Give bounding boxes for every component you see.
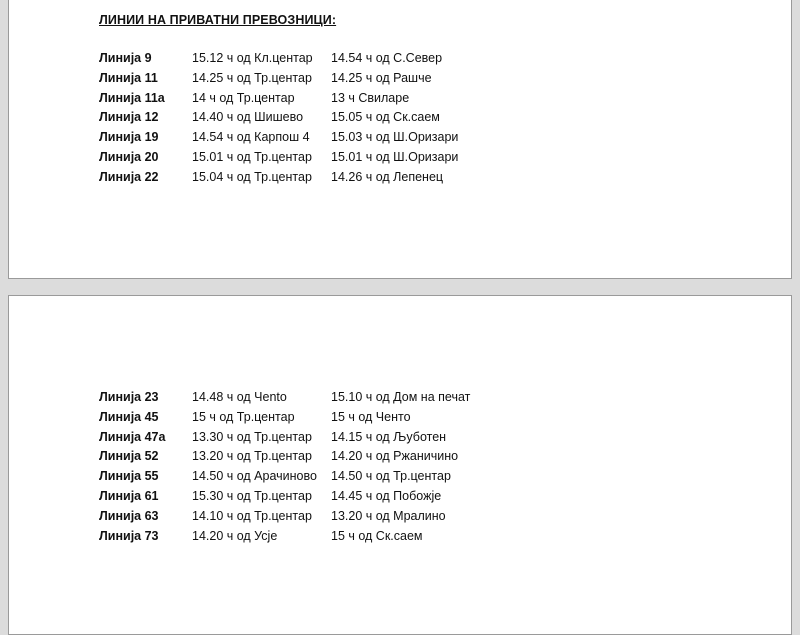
return-time: 14.25 ч од Рашче bbox=[331, 70, 432, 85]
line-number: Линија 63 bbox=[99, 508, 159, 523]
departure-time: 13.30 ч од Тр.центар bbox=[192, 429, 312, 444]
departure-time: 14.20 ч од Усје bbox=[192, 528, 278, 543]
departure-time: 14.50 ч од Арачиново bbox=[192, 469, 317, 484]
schedule-row bbox=[99, 108, 699, 128]
line-number: Линија 20 bbox=[99, 149, 159, 164]
line-number: Линија 61 bbox=[99, 488, 159, 503]
schedule-list-page-2 bbox=[99, 388, 699, 546]
schedule-row bbox=[99, 148, 699, 168]
departure-time: 14.10 ч од Тр.центар bbox=[192, 508, 312, 523]
return-time: 14.15 ч од Љуботен bbox=[331, 429, 447, 444]
line-number: Линија 11 bbox=[99, 70, 158, 85]
line-number: Линија 73 bbox=[99, 528, 159, 543]
line-number: Линија 47а bbox=[99, 429, 166, 444]
return-time: 15.03 ч од Ш.Оризари bbox=[331, 130, 459, 145]
departure-time: 14.40 ч од Шишево bbox=[192, 110, 304, 125]
schedule-row bbox=[99, 89, 699, 109]
return-time: 14.45 ч од Побожје bbox=[331, 488, 442, 503]
schedule-row bbox=[99, 128, 699, 148]
return-time: 14.54 ч од С.Север bbox=[331, 51, 443, 65]
return-time: 13 ч Свиларе bbox=[331, 90, 410, 105]
departure-time: 15.12 ч од Кл.центар bbox=[192, 51, 313, 65]
schedule-row bbox=[99, 49, 699, 69]
schedule-row bbox=[99, 527, 699, 547]
departure-time: 15 ч од Тр.центар bbox=[192, 409, 295, 424]
departure-time: 14.54 ч од Карпош 4 bbox=[192, 130, 310, 145]
return-time: 15 ч од Ск.саем bbox=[331, 528, 423, 543]
return-time: 15.10 ч од Дом на печат bbox=[331, 390, 471, 404]
line-number: Линија 12 bbox=[99, 110, 159, 125]
departure-time: 15.30 ч од Тр.центар bbox=[192, 488, 312, 503]
departure-time: 14.25 ч од Тр.центар bbox=[192, 70, 312, 85]
schedule-row bbox=[99, 487, 699, 507]
departure-time: 13.20 ч од Тр.центар bbox=[192, 449, 312, 464]
line-number: Линија 55 bbox=[99, 469, 159, 484]
return-time: 13.20 ч од Мралино bbox=[331, 508, 446, 523]
return-time: 15.01 ч од Ш.Оризари bbox=[331, 149, 459, 164]
line-number: Линија 22 bbox=[99, 169, 159, 184]
schedule-row bbox=[99, 447, 699, 467]
return-time: 14.50 ч од Тр.центар bbox=[331, 469, 451, 484]
schedule-row bbox=[99, 69, 699, 89]
schedule-row bbox=[99, 507, 699, 527]
line-number: Линија 23 bbox=[99, 390, 159, 404]
return-time: 14.26 ч од Лепенец bbox=[331, 169, 444, 184]
departure-time: 14 ч од Тр.центар bbox=[192, 90, 295, 105]
schedule-row bbox=[99, 428, 699, 448]
return-time: 14.20 ч од Ржаничино bbox=[331, 449, 459, 464]
schedule-row bbox=[99, 467, 699, 487]
return-time: 15.05 ч од Ск.саем bbox=[331, 110, 440, 125]
schedule-list-page-1 bbox=[99, 49, 699, 188]
schedule-row bbox=[99, 408, 699, 428]
document-page-1 bbox=[8, 0, 792, 279]
departure-time: 15.04 ч од Тр.центар bbox=[192, 169, 312, 184]
line-number: Линија 45 bbox=[99, 409, 159, 424]
departure-time: 15.01 ч од Тр.центар bbox=[192, 149, 312, 164]
return-time: 15 ч од Ченто bbox=[331, 409, 411, 424]
schedule-row bbox=[99, 388, 699, 408]
page-title: ЛИНИИ НА ПРИВАТНИ ПРЕВОЗНИЦИ: bbox=[99, 13, 337, 27]
document-page-2 bbox=[8, 295, 792, 635]
schedule-row bbox=[99, 168, 699, 188]
departure-time: 14.48 ч од Чento bbox=[192, 390, 287, 404]
line-number: Линија 9 bbox=[99, 51, 152, 65]
line-number: Линија 52 bbox=[99, 449, 159, 464]
line-number: Линија 19 bbox=[99, 130, 159, 145]
line-number: Линија 11а bbox=[99, 90, 165, 105]
